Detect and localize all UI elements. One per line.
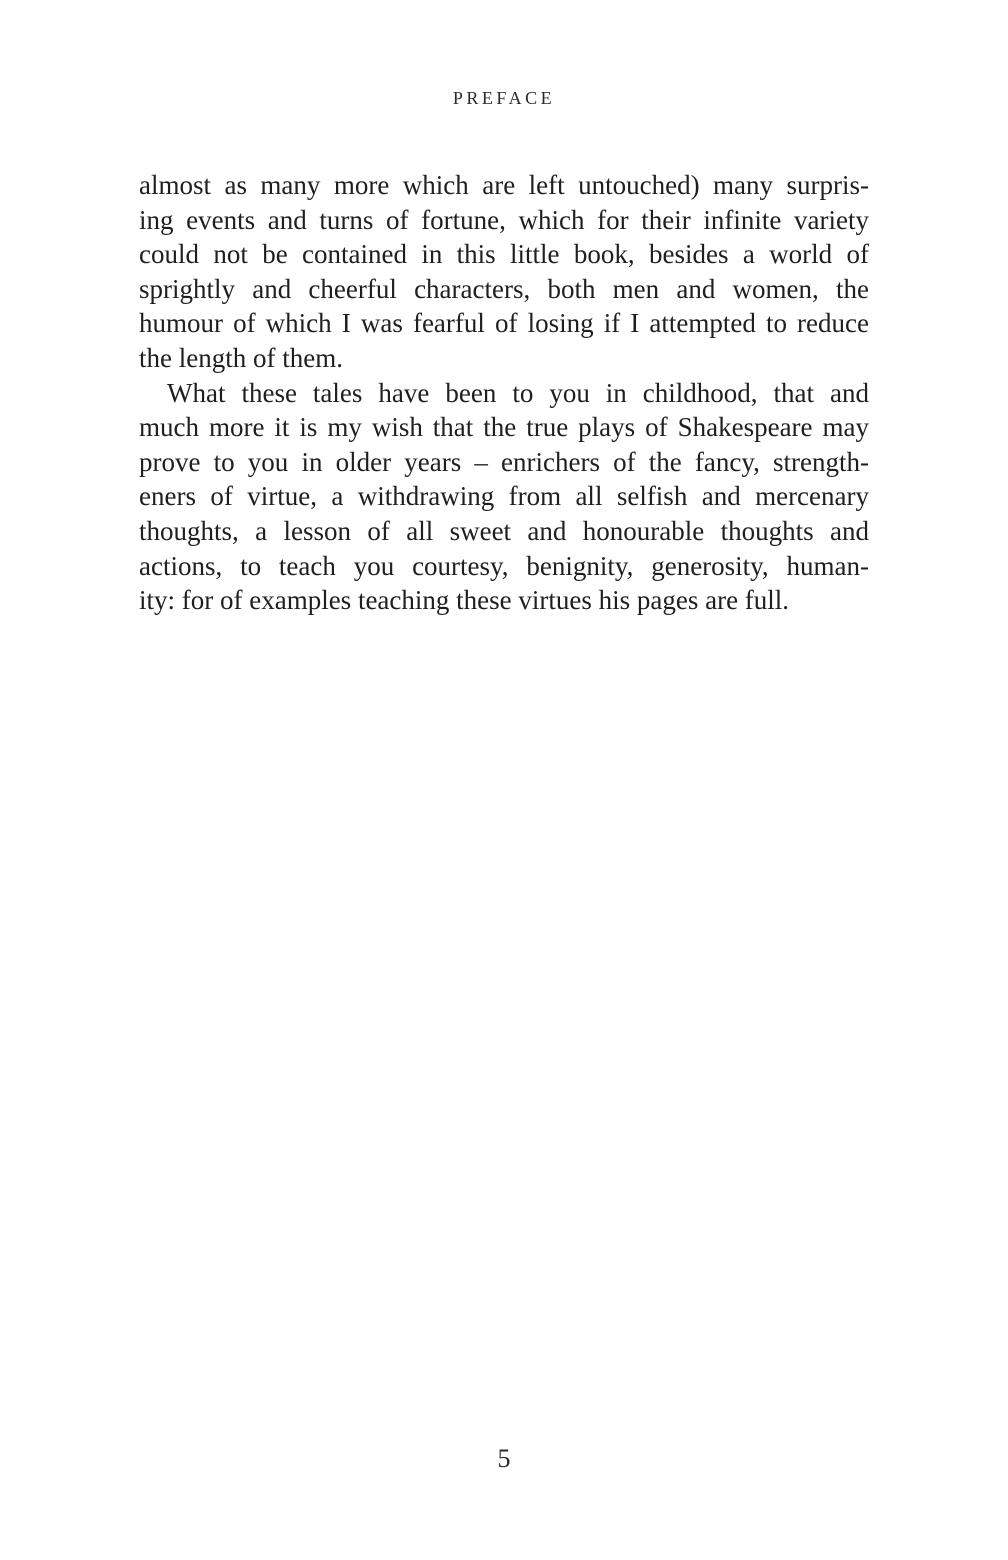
text-line: the length of them. [139,342,343,373]
page-header: PREFACE [452,88,556,108]
text-line: thoughts, a lesson of all sweet and honourable thoughts and [139,515,869,546]
text-line: eners of virtue, a withdrawing from all selfish and mercenary [139,481,869,512]
text-block [139,168,869,618]
text-line: sprightly and cheerful characters, both men and women, the [139,273,869,304]
text-line: almost as many more which are left untouched) many surpris- [139,170,869,200]
text-line: actions, to teach you courtesy, benignity, generosity, human- [139,550,869,581]
text-line: ity: for of examples teaching these virtues his pages are full. [139,585,790,616]
text-line: prove to you in older years – enrichers of the fancy, strength- [139,446,869,477]
page-number: 5 [497,1444,511,1473]
text-line: much more it is my wish that the true plays of Shakespeare may [139,412,869,443]
text-line: ing events and turns of fortune, which for their infinite variety [139,204,869,235]
text-line: could not be contained in this little book, besides a world of [139,239,869,270]
text-line: humour of which I was fearful of losing if I attempted to reduce [139,308,869,339]
text-line: What these tales have been to you in childhood, that and [167,377,869,408]
